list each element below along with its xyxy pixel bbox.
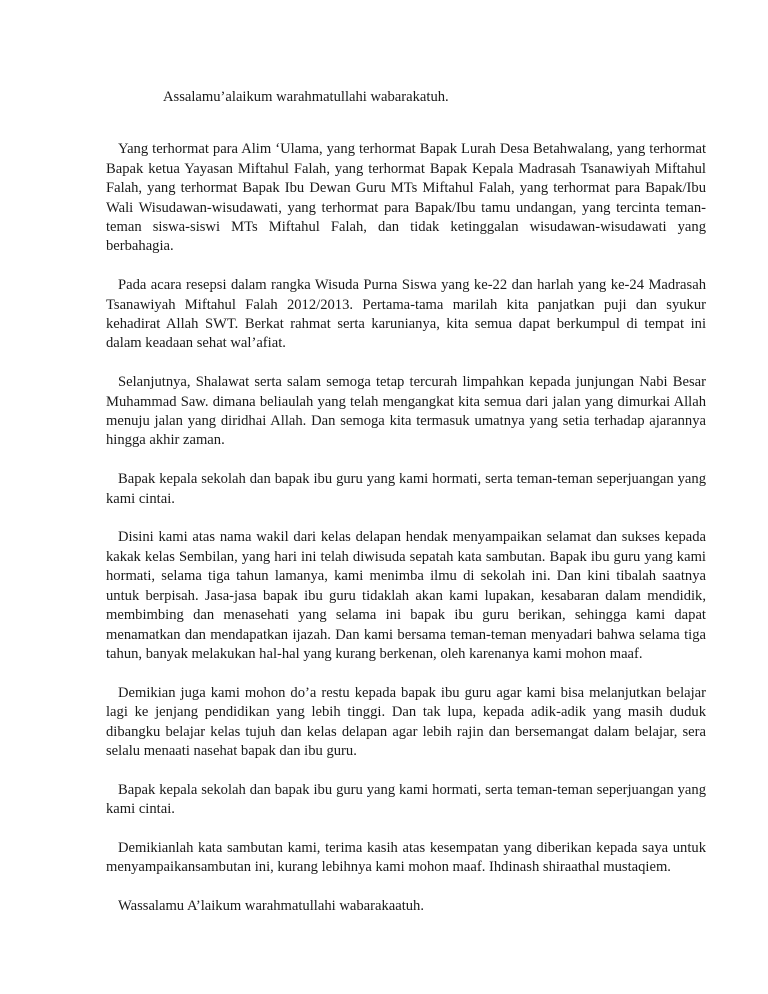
paragraph-shalawat: Selanjutnya, Shalawat serta salam semoga tetap tercurah limpahkan kepada junjungan Nabi Besar Muhammad Saw. dimana beliaulah yang telah mengangkat kita semua dari jalan yang dimurkai Allah menuju jalan yang diridhai Allah. Dan semoga kita termasuk umatnya yang setia terhadap ajarannya hingga akhir zaman. xyxy=(106,374,706,449)
paragraph-closing-thanks: Demikianlah kata sambutan kami, terima kasih atas kesempatan yang diberikan kepada saya untuk menyampaikansambutan ini, kurang lebihnya kami mohon maaf. Ihdinash shiraathal mustaqiem. xyxy=(106,839,706,876)
closing-greeting: Wassalamu A’laikum warahmatullahi wabarakaatuh. xyxy=(118,898,424,915)
paragraph-farewell: Disini kami atas nama wakil dari kelas delapan hendak menyampaikan selamat dan sukses kepada kakak kelas Sembilan, yang hari ini telah diwisuda sepatah kata sambutan. Bapak ibu guru yang kami hormati, selama tiga tahun lamanya, kami menimba ilmu di sekolah ini. Dan kini tibalah saatnya untuk berpisah. Jasa-jasa bapak ibu guru tidaklah akan kami lupakan, kesabaran dalam mendidik, membimbing dan menasehati yang selama ini bapak ibu guru berikan, sehingga kami dapat menamatkan dan mendapatkan ijazah. Dan kami bersama teman-teman menyadari bahwa selama tiga tahun, banyak melakukan hal-hal yang kurang berkenan, oleh karenanya kami mohon maaf. xyxy=(106,529,706,662)
paragraph-address: Bapak kepala sekolah dan bapak ibu guru yang kami hormati, serta teman-teman seperjuangan yang kami cintai. xyxy=(106,471,706,507)
opening-greeting: Assalamu’alaikum warahmatullahi wabarakatuh. xyxy=(163,89,449,105)
paragraph-salutations: Yang terhormat para Alim ‘Ulama, yang terhormat Bapak Lurah Desa Betahwalang, yang terhormat Bapak ketua Yayasan Miftahul Falah, yang terhormat Bapak Kepala Madrasah Tsanawiyah Miftahul Falah, yang terhormat Bapak Ibu Dewan Guru MTs Miftahul Falah, yang terhormat para Bapak/Ibu Wali Wisudawan-wisudawati, yang terhormat para Bapak/Ibu tamu undangan, yang tercinta teman-teman siswa-siswi MTs Miftahul Falah, dan tidak ketinggalan wisudawan-wisudawati yang berbahagia. xyxy=(106,141,706,255)
paragraph-address-repeat: Bapak kepala sekolah dan bapak ibu guru yang kami hormati, serta teman-teman seperjuangan yang kami cintai. xyxy=(106,781,706,818)
paragraph-prayer: Demikian juga kami mohon do’a restu kepada bapak ibu guru agar kami bisa melanjutkan belajar lagi ke jenjang pendidikan yang lebih tinggi. Dan tak lupa, kepada adik-adik yang masih duduk dibangku belajar kelas tujuh dan kelas delapan agar lebih rajin dan bersemangat dalam belajar, sera selalu menaati nasehat bapak dan ibu guru. xyxy=(106,684,706,759)
paragraph-gratitude: Pada acara resepsi dalam rangka Wisuda Purna Siswa yang ke-22 dan harlah yang ke-24 Madrasah Tsanawiyah Miftahul Falah 2012/2013. Pertama-tama marilah kita panjatkan puji dan syukur kehadirat Allah SWT. Berkat rahmat serta karunianya, kita semua dapat berkumpul di tempat ini dalam keadaan sehat wal’afiat. xyxy=(106,277,706,352)
document-page xyxy=(106,88,706,936)
